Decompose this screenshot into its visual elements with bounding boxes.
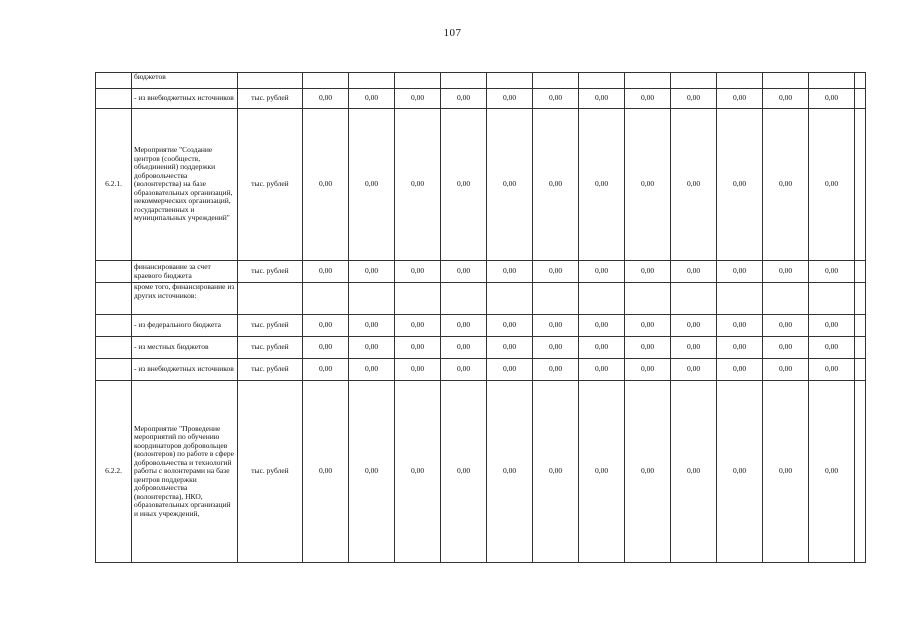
table-row <box>96 315 866 337</box>
value-cell <box>855 337 866 359</box>
value-cell <box>625 73 671 89</box>
value-cell: 0,00 <box>303 109 349 261</box>
row-name: - из местных бюджетов <box>132 337 238 359</box>
value-cell <box>809 283 855 315</box>
value-cell: 0,00 <box>671 89 717 109</box>
value-cell: 0,00 <box>303 315 349 337</box>
value-cell: 0,00 <box>487 337 533 359</box>
value-cell: 0,00 <box>763 89 809 109</box>
value-cell <box>763 73 809 89</box>
value-cell: 0,00 <box>349 315 395 337</box>
row-name: Мероприятие "Создание центров (сообществ, объединений) поддержки добровольчества (волонтерства) на базе образовательных организаций, некоммерческих организаций, государственных и муниципальных учреждений" <box>132 109 238 261</box>
value-cell: 0,00 <box>809 261 855 283</box>
row-number <box>96 337 132 359</box>
value-cell: 0,00 <box>671 359 717 381</box>
table-row <box>96 89 866 109</box>
value-cell: 0,00 <box>349 261 395 283</box>
value-cell: 0,00 <box>395 359 441 381</box>
value-cell: 0,00 <box>763 381 809 563</box>
value-cell: 0,00 <box>717 261 763 283</box>
value-cell: 0,00 <box>395 337 441 359</box>
value-cell: 0,00 <box>579 89 625 109</box>
value-cell: 0,00 <box>441 89 487 109</box>
value-cell: 0,00 <box>487 315 533 337</box>
value-cell <box>855 315 866 337</box>
row-number: 6.2.1. <box>96 109 132 261</box>
row-unit <box>238 283 303 315</box>
value-cell: 0,00 <box>487 89 533 109</box>
value-cell: 0,00 <box>625 261 671 283</box>
row-unit: тыс. рублей <box>238 89 303 109</box>
table-row <box>96 381 866 563</box>
row-unit: тыс. рублей <box>238 359 303 381</box>
value-cell: 0,00 <box>671 315 717 337</box>
value-cell <box>441 73 487 89</box>
value-cell: 0,00 <box>625 109 671 261</box>
value-cell: 0,00 <box>395 261 441 283</box>
row-unit: тыс. рублей <box>238 337 303 359</box>
value-cell: 0,00 <box>487 261 533 283</box>
value-cell: 0,00 <box>395 381 441 563</box>
row-name: бюджетов <box>132 73 238 89</box>
value-cell <box>579 283 625 315</box>
value-cell: 0,00 <box>441 359 487 381</box>
value-cell <box>855 109 866 261</box>
value-cell: 0,00 <box>533 89 579 109</box>
value-cell <box>855 89 866 109</box>
value-cell: 0,00 <box>487 109 533 261</box>
row-number <box>96 73 132 89</box>
value-cell: 0,00 <box>579 261 625 283</box>
value-cell: 0,00 <box>303 337 349 359</box>
value-cell: 0,00 <box>533 109 579 261</box>
row-name: кроме того, финансирование из других источников: <box>132 283 238 315</box>
value-cell: 0,00 <box>625 315 671 337</box>
value-cell <box>303 73 349 89</box>
value-cell: 0,00 <box>349 337 395 359</box>
value-cell: 0,00 <box>809 89 855 109</box>
value-cell: 0,00 <box>717 337 763 359</box>
value-cell <box>855 261 866 283</box>
value-cell <box>625 283 671 315</box>
value-cell: 0,00 <box>487 381 533 563</box>
value-cell: 0,00 <box>625 359 671 381</box>
value-cell: 0,00 <box>717 359 763 381</box>
row-name: - из федерального бюджета <box>132 315 238 337</box>
row-unit: тыс. рублей <box>238 261 303 283</box>
value-cell <box>855 283 866 315</box>
row-number <box>96 359 132 381</box>
row-number <box>96 89 132 109</box>
value-cell: 0,00 <box>763 261 809 283</box>
table-row <box>96 109 866 261</box>
value-cell: 0,00 <box>579 109 625 261</box>
value-cell: 0,00 <box>303 359 349 381</box>
value-cell <box>533 73 579 89</box>
table-row <box>96 283 866 315</box>
table-row <box>96 73 866 89</box>
value-cell: 0,00 <box>441 261 487 283</box>
value-cell <box>303 283 349 315</box>
value-cell: 0,00 <box>763 109 809 261</box>
value-cell: 0,00 <box>809 381 855 563</box>
row-number <box>96 283 132 315</box>
value-cell: 0,00 <box>717 315 763 337</box>
value-cell <box>855 359 866 381</box>
value-cell: 0,00 <box>579 381 625 563</box>
value-cell <box>349 73 395 89</box>
value-cell: 0,00 <box>349 381 395 563</box>
value-cell: 0,00 <box>395 109 441 261</box>
value-cell: 0,00 <box>763 359 809 381</box>
value-cell: 0,00 <box>671 261 717 283</box>
value-cell: 0,00 <box>441 109 487 261</box>
value-cell: 0,00 <box>717 89 763 109</box>
value-cell <box>441 283 487 315</box>
value-cell: 0,00 <box>533 261 579 283</box>
value-cell: 0,00 <box>809 337 855 359</box>
row-name: - из внебюджетных источников <box>132 89 238 109</box>
table-row <box>96 261 866 283</box>
row-unit <box>238 73 303 89</box>
value-cell <box>395 73 441 89</box>
value-cell: 0,00 <box>763 315 809 337</box>
value-cell: 0,00 <box>671 381 717 563</box>
value-cell: 0,00 <box>441 337 487 359</box>
value-cell: 0,00 <box>349 109 395 261</box>
value-cell <box>671 283 717 315</box>
value-cell: 0,00 <box>349 359 395 381</box>
page-number: 107 <box>443 27 462 39</box>
value-cell: 0,00 <box>625 381 671 563</box>
value-cell <box>671 73 717 89</box>
row-number <box>96 315 132 337</box>
value-cell <box>487 283 533 315</box>
table-row <box>96 359 866 381</box>
value-cell: 0,00 <box>763 337 809 359</box>
value-cell: 0,00 <box>395 89 441 109</box>
row-number <box>96 261 132 283</box>
value-cell: 0,00 <box>533 337 579 359</box>
row-number: 6.2.2. <box>96 381 132 563</box>
value-cell: 0,00 <box>671 109 717 261</box>
row-unit: тыс. рублей <box>238 315 303 337</box>
value-cell: 0,00 <box>533 315 579 337</box>
value-cell: 0,00 <box>533 359 579 381</box>
value-cell: 0,00 <box>579 315 625 337</box>
value-cell: 0,00 <box>671 337 717 359</box>
row-name: финансирование за счет краевого бюджета <box>132 261 238 283</box>
value-cell: 0,00 <box>717 381 763 563</box>
value-cell: 0,00 <box>533 381 579 563</box>
budget-table <box>95 72 866 563</box>
value-cell: 0,00 <box>487 359 533 381</box>
value-cell: 0,00 <box>579 337 625 359</box>
value-cell: 0,00 <box>579 359 625 381</box>
value-cell: 0,00 <box>441 315 487 337</box>
row-name: - из внебюджетных источников <box>132 359 238 381</box>
value-cell <box>717 73 763 89</box>
value-cell <box>855 73 866 89</box>
value-cell: 0,00 <box>349 89 395 109</box>
value-cell <box>579 73 625 89</box>
value-cell: 0,00 <box>395 315 441 337</box>
value-cell: 0,00 <box>625 337 671 359</box>
value-cell <box>763 283 809 315</box>
row-unit: тыс. рублей <box>238 109 303 261</box>
row-name: Мероприятие "Проведение мероприятий по обучению координаторов добровольцев (волонтеров) по работе в сфере добровольчества и технологий работы с волонтерами на базе центров поддержки добровольчества (волонтерства), НКО, образовательных организаций и иных учреждений, <box>132 381 238 563</box>
value-cell: 0,00 <box>441 381 487 563</box>
value-cell <box>487 73 533 89</box>
value-cell <box>395 283 441 315</box>
table-row <box>96 337 866 359</box>
value-cell: 0,00 <box>809 109 855 261</box>
row-unit: тыс. рублей <box>238 381 303 563</box>
value-cell: 0,00 <box>303 381 349 563</box>
value-cell <box>717 283 763 315</box>
value-cell <box>533 283 579 315</box>
value-cell <box>349 283 395 315</box>
value-cell: 0,00 <box>717 109 763 261</box>
value-cell: 0,00 <box>303 261 349 283</box>
value-cell: 0,00 <box>625 89 671 109</box>
value-cell: 0,00 <box>809 359 855 381</box>
value-cell: 0,00 <box>303 89 349 109</box>
value-cell: 0,00 <box>809 315 855 337</box>
value-cell <box>855 381 866 563</box>
value-cell <box>809 73 855 89</box>
